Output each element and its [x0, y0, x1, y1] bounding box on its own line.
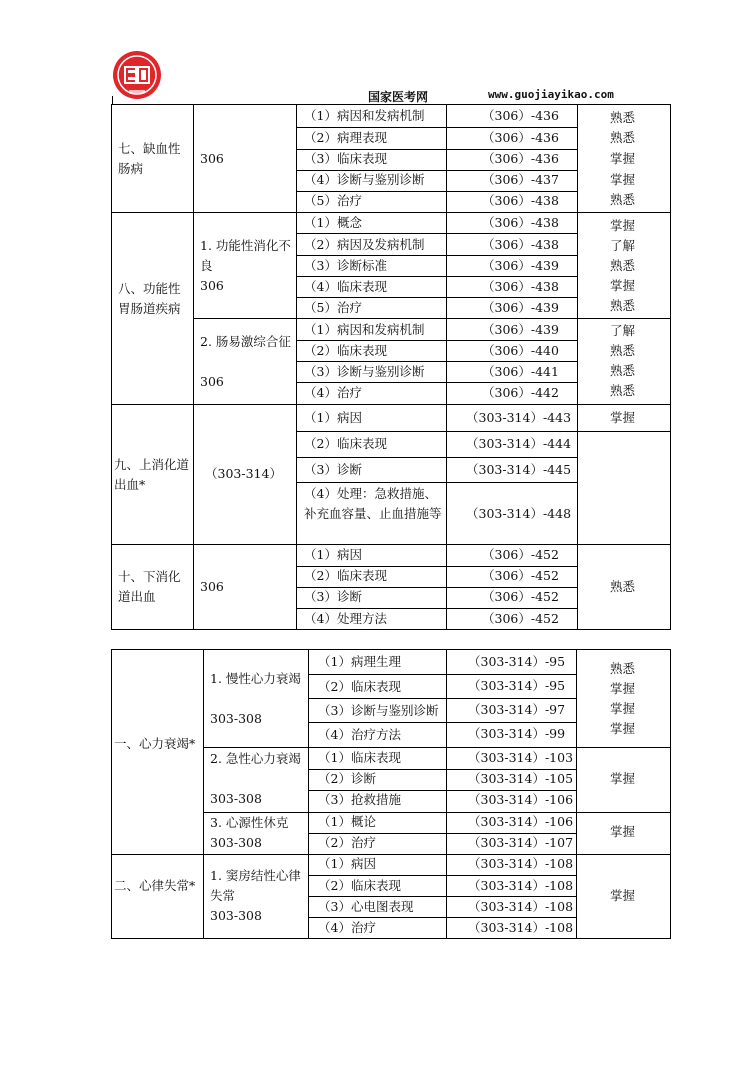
topic-cell: （3）诊断标准 [304, 258, 387, 273]
ref-cell: （306）-438 [482, 215, 559, 230]
topic-cell: （2）病因及发病机制 [304, 237, 425, 252]
sub-section-page: 303-308 [210, 908, 262, 923]
ref-cell: （306）-452 [482, 611, 559, 626]
table-rule [670, 104, 671, 630]
sub-section-page: 306 [200, 278, 224, 293]
topic-cell: （4）处理：急救措施、补充血容量、止血措施等 [304, 486, 442, 521]
level-cell: 了解 [610, 323, 636, 338]
table-rule [204, 747, 671, 748]
table-rule [112, 938, 671, 939]
table-rule [112, 104, 671, 105]
ref-cell: （303-314）-108 [468, 899, 574, 914]
table-rule [111, 104, 112, 630]
level-cell: 掌握 [610, 681, 636, 696]
ref-cell: （306）-436 [482, 151, 559, 166]
level-cell: 熟悉 [610, 579, 636, 594]
level-cell: 熟悉 [610, 383, 636, 398]
table-rule [193, 104, 194, 630]
level-cell: 掌握 [610, 172, 636, 187]
table-rule [194, 318, 671, 319]
sub-section-name: 1. 功能性消化不良 [200, 238, 291, 273]
topic-cell: （4）诊断与鉴别诊断 [304, 172, 425, 187]
ref-cell: （303-314）-444 [466, 436, 572, 451]
level-cell: 掌握 [610, 888, 636, 903]
level-cell: 掌握 [610, 218, 636, 233]
table-rule [112, 854, 671, 855]
ref-cell: （303-314）-105 [468, 771, 574, 786]
ref-cell: （306）-439 [482, 300, 559, 315]
topic-cell: （1）病因 [304, 547, 362, 562]
ref-cell: （306）-438 [482, 237, 559, 252]
table-rule [296, 104, 297, 630]
level-cell: 熟悉 [610, 130, 636, 145]
topic-cell: （4）处理方法 [304, 611, 387, 626]
section-title: 一、心力衰竭* [114, 736, 196, 751]
topic-cell: （5）治疗 [304, 300, 362, 315]
topic-cell: （4）治疗 [304, 385, 362, 400]
section-page: （303-314） [205, 466, 282, 481]
topic-cell: （3）诊断 [304, 589, 362, 604]
sub-section-page: 303-308 [210, 791, 262, 806]
ref-cell: （306）-436 [482, 130, 559, 145]
level-cell: 掌握 [610, 410, 636, 425]
ref-cell: （306）-438 [482, 193, 559, 208]
table-rule [309, 698, 576, 699]
topic-cell: （3）抢救措施 [318, 792, 401, 807]
topic-cell: （3）诊断与鉴别诊断 [304, 364, 425, 379]
topic-cell: （1）临床表现 [318, 750, 401, 765]
ref-cell: （306）-442 [482, 385, 559, 400]
guojia-yikao-logo-icon [112, 50, 162, 100]
ref-cell: （306）-439 [482, 258, 559, 273]
ref-cell: （303-314）-108 [468, 856, 574, 871]
sub-section-name: 1. 慢性心力衰竭 [210, 671, 301, 686]
ref-cell: （303-314）-106 [468, 814, 574, 829]
level-cell: 熟悉 [610, 192, 636, 207]
table-rule [297, 482, 577, 483]
topic-cell: （1）病因和发病机制 [304, 108, 425, 123]
table-rule [112, 404, 671, 405]
table-rule [203, 649, 204, 939]
level-cell: 熟悉 [610, 258, 636, 273]
ref-cell: （306）-436 [482, 108, 559, 123]
table-rule [577, 104, 578, 630]
ref-cell: （303-314）-95 [468, 678, 566, 693]
topic-cell: （3）诊断 [304, 462, 362, 477]
ref-cell: （306）-439 [482, 322, 559, 337]
topic-cell: （2）诊断 [318, 771, 376, 786]
table-rule [297, 233, 577, 234]
table-rule [111, 649, 112, 939]
topic-cell: （4）临床表现 [304, 279, 387, 294]
level-cell: 掌握 [610, 771, 636, 786]
ref-cell: （303-314）-97 [468, 702, 566, 717]
topic-cell: （2）临床表现 [318, 878, 401, 893]
topic-cell: （2）临床表现 [318, 679, 401, 694]
sub-section-page: 306 [200, 374, 224, 389]
section-title: 七、缺血性肠病 [118, 141, 181, 176]
table-rule [446, 104, 447, 630]
topic-cell: （1）病因和发病机制 [304, 322, 425, 337]
table-rule [309, 674, 576, 675]
level-cell: 了解 [610, 238, 636, 253]
topic-cell: （3）临床表现 [304, 151, 387, 166]
topic-cell: （3）诊断与鉴别诊断 [318, 703, 439, 718]
ref-cell: （303-314）-108 [468, 878, 574, 893]
level-cell: 掌握 [610, 824, 636, 839]
ref-cell: （303-314）-448 [466, 506, 572, 521]
ref-cell: （303-314）-443 [466, 410, 572, 425]
topic-cell: （1）病理生理 [318, 654, 401, 669]
section-page: 306 [200, 151, 224, 166]
topic-cell: （4）治疗方法 [318, 727, 401, 742]
topic-cell: （2）临床表现 [304, 343, 387, 358]
site-name: 国家医考网 [368, 90, 429, 104]
table-rule [112, 629, 671, 630]
ref-cell: （306）-437 [482, 172, 559, 187]
section-title: 九、上消化道出血* [114, 457, 190, 492]
ref-cell: （303-314）-99 [468, 726, 566, 741]
level-cell: 熟悉 [610, 110, 636, 125]
ref-cell: （306）-441 [482, 364, 559, 379]
level-cell: 熟悉 [610, 661, 636, 676]
ref-cell: （303-314）-108 [468, 920, 574, 935]
level-cell: 熟悉 [610, 363, 636, 378]
ref-cell: （303-314）-107 [468, 835, 574, 850]
topic-cell: （2）临床表现 [304, 436, 387, 451]
level-cell: 掌握 [610, 278, 636, 293]
topic-cell: （3）心电图表现 [318, 899, 414, 914]
topic-cell: （1）概念 [304, 215, 362, 230]
table-rule [576, 649, 577, 939]
topic-cell: （2）临床表现 [304, 568, 387, 583]
table-rule [112, 544, 671, 545]
topic-cell: （2）病理表现 [304, 130, 387, 145]
level-cell: 掌握 [610, 701, 636, 716]
topic-cell: （1）概论 [318, 814, 376, 829]
sub-section-page: 303-308 [210, 835, 262, 850]
sub-section-page: 303-308 [210, 711, 262, 726]
table-rule [309, 722, 576, 723]
ref-cell: （306）-452 [482, 547, 559, 562]
ref-cell: （306）-452 [482, 568, 559, 583]
ref-cell: （303-314）-106 [468, 792, 574, 807]
ref-cell: （303-314）-103 [468, 750, 574, 765]
level-cell: 掌握 [610, 151, 636, 166]
section-page: 306 [200, 579, 224, 594]
table-rule [112, 649, 671, 650]
ref-cell: （303-314）-445 [466, 462, 572, 477]
section-title: 十、下消化道出血 [118, 569, 181, 604]
sub-section-name: 2. 急性心力衰竭 [210, 751, 301, 766]
section-title: 二、心律失常* [114, 878, 196, 893]
site-url[interactable]: www.guojiayikao.com [488, 88, 614, 101]
sub-section-name: 1. 窦房结性心律失常 [210, 868, 301, 903]
sub-section-name: 2. 肠易激综合征 [200, 334, 291, 349]
sub-section-name: 3. 心源性休克 [210, 815, 289, 830]
table-rule [112, 212, 671, 213]
ref-cell: （306）-452 [482, 589, 559, 604]
ref-cell: （306）-440 [482, 343, 559, 358]
topic-cell: （4）治疗 [318, 920, 376, 935]
ref-cell: （306）-438 [482, 279, 559, 294]
topic-cell: （5）治疗 [304, 193, 362, 208]
topic-cell: （1）病因 [304, 410, 362, 425]
topic-cell: （2）治疗 [318, 835, 376, 850]
topic-cell: （1）病因 [318, 856, 376, 871]
level-cell: 熟悉 [610, 343, 636, 358]
ref-cell: （303-314）-95 [468, 654, 566, 669]
section-title: 八、功能性胃肠道疾病 [118, 281, 181, 316]
table-rule [297, 431, 671, 432]
level-cell: 掌握 [610, 721, 636, 736]
table-rule [297, 457, 577, 458]
level-cell: 熟悉 [610, 298, 636, 313]
table-rule [670, 649, 671, 939]
